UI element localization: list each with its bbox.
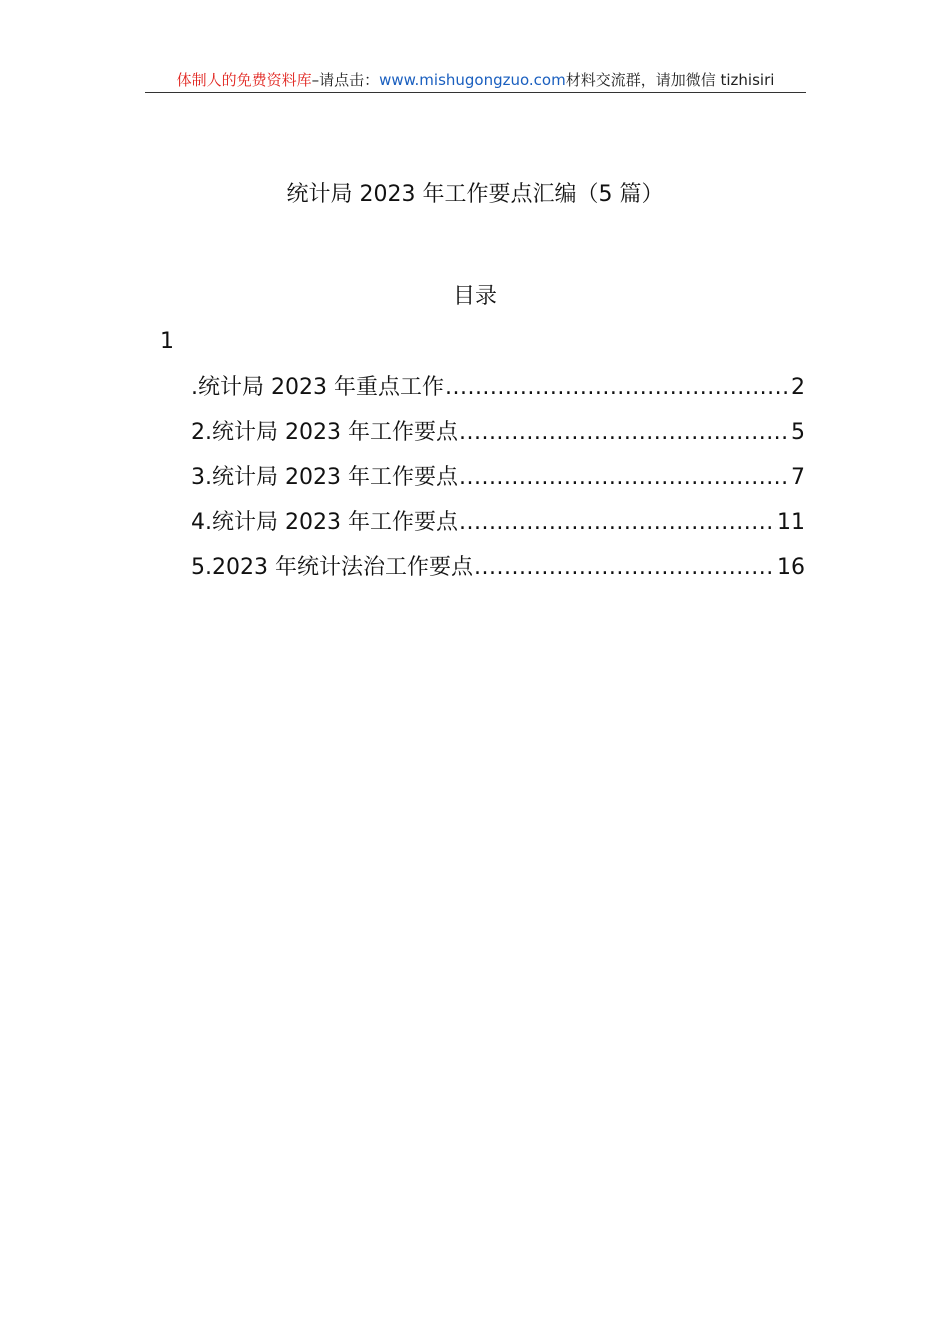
toc-dot-leader [459, 503, 776, 543]
toc-entry-4[interactable] [191, 503, 805, 548]
toc-number-label: 1 [160, 329, 174, 354]
toc-dot-leader [459, 458, 790, 498]
toc-entry-page: 11 [777, 510, 805, 535]
toc-entry-title: 4.统计局 2023 年工作要点 [191, 510, 458, 535]
toc-entry-3[interactable] [191, 458, 805, 503]
toc-entry-title: .统计局 2023 年重点工作 [191, 375, 444, 400]
toc-entry-title: 3.统计局 2023 年工作要点 [191, 465, 458, 490]
header-contact: 材料交流群，请加微信 tizhisiri [565, 71, 775, 89]
toc-entry-page: 2 [791, 375, 805, 400]
toc-dot-leader [459, 413, 790, 453]
toc-heading: 目录 [452, 284, 497, 309]
toc-entry-title: 2.统计局 2023 年工作要点 [191, 420, 458, 445]
table-of-contents [191, 368, 805, 593]
header-prompt: –请点击： [311, 71, 380, 89]
toc-entry-2[interactable] [191, 413, 805, 458]
header-link[interactable]: www.mishugongzuo.com [379, 71, 566, 89]
toc-entry-title: 5.2023 年统计法治工作要点 [191, 555, 473, 580]
toc-dot-leader [474, 548, 776, 588]
header-brand: 体制人的免费资料库 [176, 71, 312, 89]
document-title: 统计局 2023 年工作要点汇编（5 篇） [286, 182, 664, 207]
toc-entry-5[interactable] [191, 548, 805, 593]
toc-dot-leader [445, 368, 790, 408]
toc-entry-page: 7 [791, 465, 805, 490]
toc-entry-1[interactable] [191, 368, 805, 413]
toc-entry-page: 5 [791, 420, 805, 445]
page-header [145, 68, 806, 93]
toc-entry-page: 16 [777, 555, 805, 580]
